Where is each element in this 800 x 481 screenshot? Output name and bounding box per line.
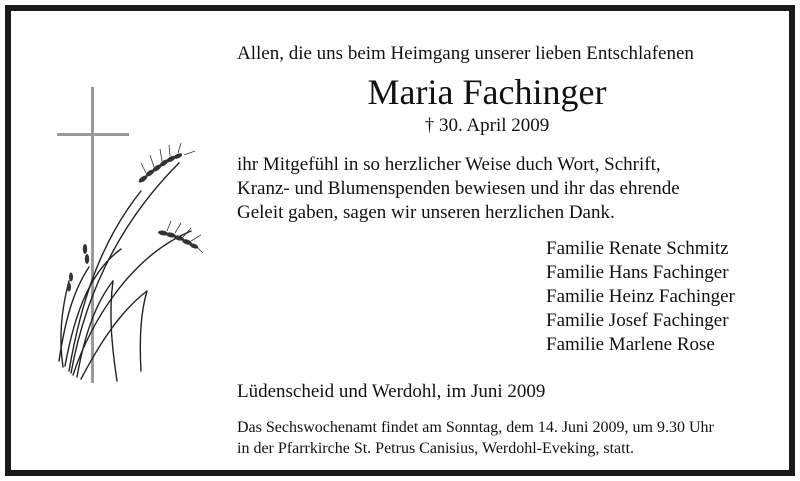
cross-with-wheat-icon (51, 81, 221, 391)
family-item: Familie Josef Fachinger (546, 310, 729, 331)
family-item: Familie Heinz Fachinger (546, 286, 735, 307)
death-date: † 30. April 2009 (424, 115, 550, 136)
place-date: Lüdenscheid und Werdohl, im Juni 2009 (237, 381, 546, 402)
service-note (237, 417, 714, 459)
family-item: Familie Renate Schmitz (546, 238, 729, 259)
intro-text: Allen, die uns beim Heimgang unserer lieben Entschlafenen (237, 43, 694, 64)
deceased-name: Maria Fachinger (367, 72, 607, 112)
thanks-paragraph (237, 153, 680, 225)
family-item: Familie Hans Fachinger (546, 262, 729, 283)
family-list (546, 237, 735, 357)
thanks-line: Kranz- und Blumenspenden bewiesen und ihr das ehrende (237, 178, 680, 199)
thanks-line: Geleit gaben, sagen wir unseren herzlichen Dank. (237, 202, 615, 223)
service-line: in der Pfarrkirche St. Petrus Canisius, Werdohl-Eveking, statt. (237, 440, 635, 457)
family-item: Familie Marlene Rose (546, 334, 715, 355)
obituary-frame (5, 5, 795, 476)
service-line: Das Sechswochenamt findet am Sonntag, dem 14. Juni 2009, um 9.30 Uhr (237, 419, 714, 436)
thanks-line: ihr Mitgefühl in so herzlicher Weise duch Wort, Schrift, (237, 154, 661, 175)
